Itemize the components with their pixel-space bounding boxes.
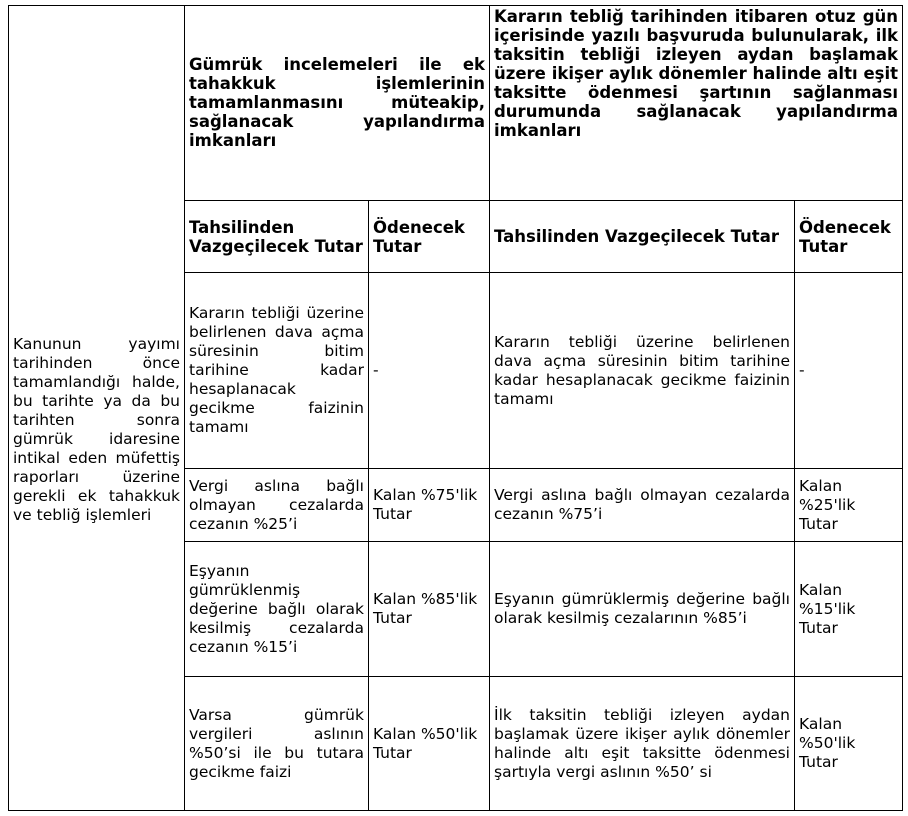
table-cell: Kararın tebliği üzerine belirlenen dava açma süresinin bitim tarihine kadar hesaplanacak gecikme faizinin tamamı [490,273,795,469]
table-cell: İlk taksitin tebliği izleyen aydan başlamak üzere ikişer aylık dönemler halinde altı eşit taksitte ödenmesi şartıyla vergi aslının %50’ si [490,677,795,811]
table-cell: Kararın tebliği üzerine belirlenen dava açma süresinin bitim tarihine kadar hesaplanacak gecikme faizinin tamamı [185,273,369,469]
column-header-text: Tahsilinden Vazgeçilecek Tutar [189,217,363,256]
group-header-text: Gümrük incelemeleri ile ek tahakkuk işlemlerinin tamamlanmasını müteakip, sağlanacak yapılandırma imkanları [189,55,485,150]
table-cell: - [795,273,903,469]
column-header-text: Ödenecek Tutar [799,217,891,256]
table-cell: Eşyanın gümrüklenmiş değerine bağlı olarak kesilmiş cezalarda cezanın %15’i [185,542,369,677]
table-cell: Eşyanın gümrüklermiş değerine bağlı olarak kesilmiş cezalarının %85’i [490,542,795,677]
table-row [9,6,903,201]
table-cell: Kalan %50'lik Tutar [795,677,903,811]
row-label-cell [9,6,185,811]
row-label-text: Kanunun yayımı tarihinden önce tamamlandığı halde, bu tarihte ya da bu tarihten sonra gümrük idaresine intikal eden müfettiş raporları üzerine gerekli ek tahakkuk ve tebliğ işlemleri [13,335,180,524]
column-header-text: Tahsilinden Vazgeçilecek Tutar [494,227,779,246]
group-header-text: Kararın tebliğ tarihinden itibaren otuz gün içerisinde yazılı başvuruda bulunularak, ilk taksitin tebliği izleyen aydan başlamak üzere ikişer aylık dönemler halinde altı eşit taksitte ödenmesi şartının sağlanması durumunda sağlanacak yapılandırma imkanları [494,7,899,140]
table-cell: Kalan %25'lik Tutar [795,469,903,542]
column-header-text: Ödenecek Tutar [373,217,465,256]
restructuring-table [8,5,903,811]
group-header-customs-inspection [185,6,490,201]
column-header-waived-amount [185,201,369,273]
table-cell: Kalan %85'lik Tutar [369,542,490,677]
table-cell: - [369,273,490,469]
table-cell: Vergi aslına bağlı olmayan cezalarda cezanın %75’i [490,469,795,542]
table-cell: Vergi aslına bağlı olmayan cezalarda cezanın %25’i [185,469,369,542]
column-header-payable-amount [795,201,903,273]
table-cell: Kalan %15'lik Tutar [795,542,903,677]
table-cell: Varsa gümrük vergileri aslının %50’si ile bu tutara gecikme faizi [185,677,369,811]
group-header-installment [490,6,903,201]
column-header-payable-amount [369,201,490,273]
table-cell: Kalan %75'lik Tutar [369,469,490,542]
table-cell: Kalan %50'lik Tutar [369,677,490,811]
column-header-waived-amount [490,201,795,273]
